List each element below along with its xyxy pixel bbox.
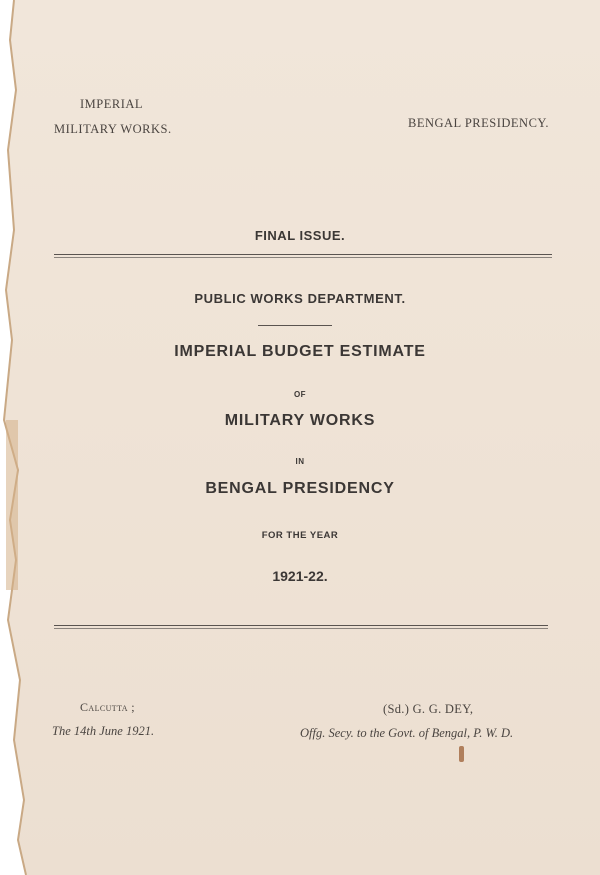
bottom-rule <box>54 625 548 626</box>
top-rule <box>54 254 552 255</box>
region-title: BENGAL PRESIDENCY <box>205 480 395 497</box>
for-the-year-label: FOR THE YEAR <box>261 530 339 541</box>
final-issue-label: FINAL ISSUE. <box>254 228 346 243</box>
footer-place: Calcutta ; <box>80 700 136 714</box>
torn-edge-decoration <box>0 0 28 875</box>
in-label: IN <box>295 457 305 466</box>
header-imperial: IMPERIAL <box>80 97 144 111</box>
top-rule-secondary <box>54 257 552 258</box>
footer-designation: Offg. Secy. to the Govt. of Bengal, P. W. D. <box>300 726 514 740</box>
of-label: OF <box>293 390 307 399</box>
footer-signatory: (Sd.) G. G. DEY, <box>383 702 474 716</box>
header-military-works: MILITARY WORKS. <box>54 122 172 136</box>
ink-stain <box>459 746 464 762</box>
subject-title: MILITARY WORKS <box>224 412 376 429</box>
short-divider <box>258 325 332 326</box>
department-name: PUBLIC WORKS DEPARTMENT. <box>194 291 406 306</box>
bottom-rule-secondary <box>54 628 548 629</box>
document-title: IMPERIAL BUDGET ESTIMATE <box>174 343 426 360</box>
footer-date: The 14th June 1921. <box>52 724 155 738</box>
year-value: 1921-22. <box>272 568 328 584</box>
header-bengal-presidency: BENGAL PRESIDENCY. <box>408 116 549 130</box>
